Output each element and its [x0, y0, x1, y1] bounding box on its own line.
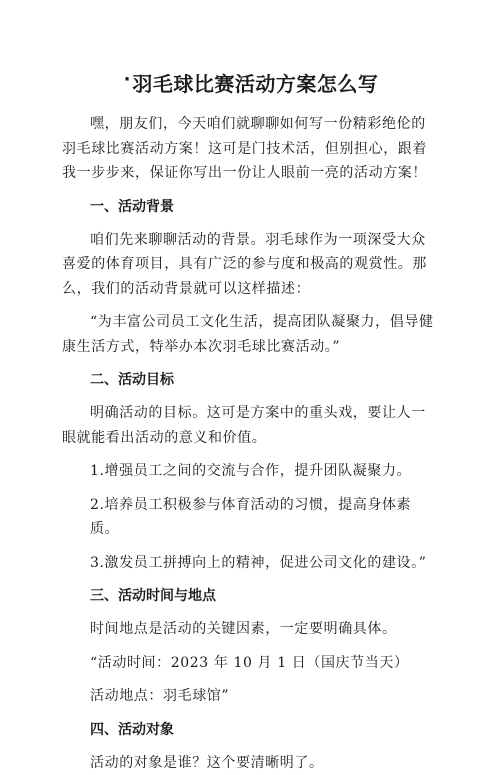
section-heading-background: 一、活动背景	[62, 195, 440, 219]
title-dot: ·	[124, 69, 131, 90]
event-place-line: 活动地点：羽毛球馆”	[62, 684, 440, 709]
event-time-line: “活动时间：2023 年 10 月 1 日（国庆节当天）	[62, 651, 440, 676]
audience-paragraph: 活动的对象是谁？这个要清晰明了。	[62, 751, 440, 775]
time-place-paragraph: 时间地点是活动的关键因素，一定要明确具体。	[62, 617, 440, 642]
intro-paragraph: 嘿，朋友们，今天咱们就聊聊如何写一份精彩绝伦的羽毛球比赛活动方案！这可是门技术活，但别担心，跟着我一步步来，保证你写出一份让人眼前一亮的活动方案！	[62, 112, 440, 186]
goal-item-1: 1.增强员工之间的交流与合作，提升团队凝聚力。	[62, 459, 440, 484]
page-title: 羽毛球比赛活动方案怎么写	[132, 72, 378, 96]
section-heading-goals: 二、活动目标	[62, 368, 440, 392]
document-body	[62, 112, 440, 775]
title-row	[62, 0, 440, 100]
background-quote: “为丰富公司员工文化生活，提高团队凝聚力，倡导健康生活方式，特举办本次羽毛球比赛活动。”	[62, 310, 440, 359]
background-paragraph: 咱们先来聊聊活动的背景。羽毛球作为一项深受大众喜爱的体育项目，具有广泛的参与度和极高的观赏性。那么，我们的活动背景就可以这样描述：	[62, 228, 440, 302]
section-heading-audience: 四、活动对象	[62, 718, 440, 742]
goals-paragraph: 明确活动的目标。这可是方案中的重头戏，要让人一眼就能看出活动的意义和价值。	[62, 401, 440, 450]
goal-item-2: 2.培养员工积极参与体育活动的习惯，提高身体素质。	[62, 493, 440, 542]
goal-item-3: 3.激发员工拼搏向上的精神，促进公司文化的建设。”	[62, 551, 440, 576]
section-heading-time-place: 三、活动时间与地点	[62, 584, 440, 608]
